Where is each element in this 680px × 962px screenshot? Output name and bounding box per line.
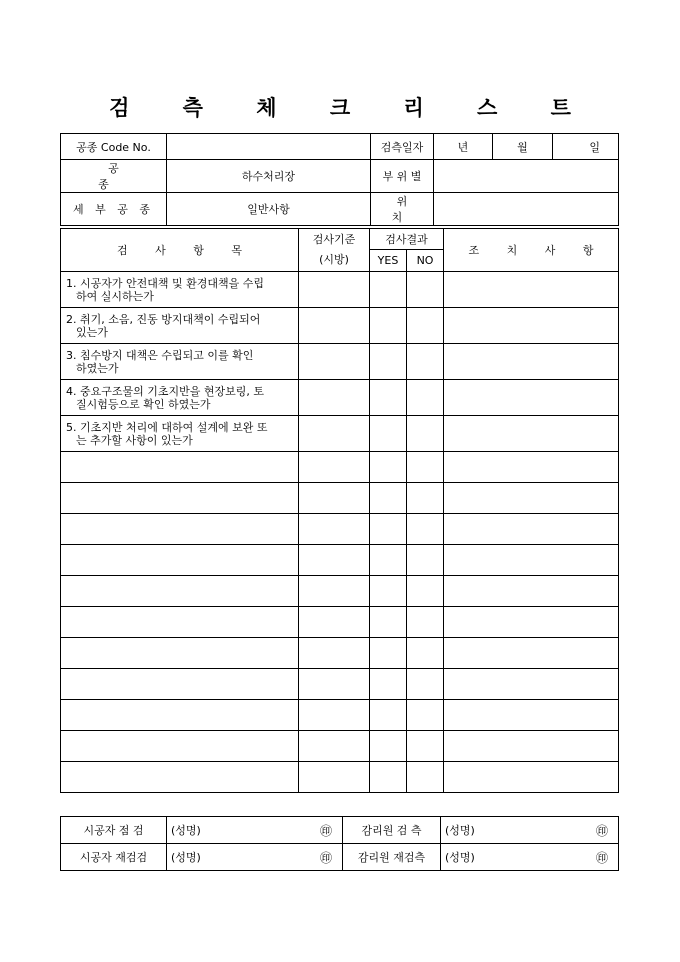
standard-cell[interactable] [299,762,370,793]
checklist-blank-row [61,638,619,669]
contractor-name-field[interactable]: (성명) [167,817,267,844]
standard-cell[interactable] [299,514,370,545]
action-cell[interactable] [444,576,619,607]
no-cell[interactable] [407,576,444,607]
item-cell[interactable] [61,638,299,669]
work-code-value[interactable] [167,134,371,160]
page-title: 검 측 체 크 리 스 트 [109,95,594,120]
supervisor-name-field[interactable]: (성명) [441,817,541,844]
action-cell[interactable] [444,514,619,545]
checklist-row [61,380,619,416]
yes-cell[interactable] [370,545,407,576]
checklist-blank-row [61,700,619,731]
info-row-code [61,134,619,160]
signature-row-inspection [61,817,619,844]
yes-cell[interactable] [370,638,407,669]
checklist-blank-row [61,762,619,793]
seal-mark: ㊞ [267,817,343,844]
checklist-blank-row [61,452,619,483]
check-item-line2: 는 추가할 사항이 있는가 [76,433,193,447]
no-cell[interactable] [407,416,444,452]
item-cell[interactable] [61,607,299,638]
standard-cell[interactable] [299,700,370,731]
check-item-line2: 있는가 [76,325,108,339]
item-cell[interactable] [61,669,299,700]
supervisor-reinspection-label: 감리원 재검측 [343,844,441,871]
standard-cell[interactable] [299,576,370,607]
check-item-line2: 하여 실시하는가 [76,289,154,303]
yes-cell[interactable] [370,576,407,607]
item-cell[interactable] [61,700,299,731]
no-cell[interactable] [407,638,444,669]
work-type-label: 공 종 [61,160,167,193]
standard-header [299,229,370,272]
no-cell[interactable] [407,452,444,483]
checklist-blank-row [61,483,619,514]
no-cell[interactable] [407,272,444,308]
standard-cell[interactable] [299,272,370,308]
contractor-reinspection-name-field[interactable]: (성명) [167,844,267,871]
contractor-reinspection-label: 시공자 재검검 [61,844,167,871]
yes-cell[interactable] [370,483,407,514]
action-cell[interactable] [444,452,619,483]
yes-cell[interactable] [370,607,407,638]
action-cell[interactable] [444,762,619,793]
checklist-blank-row [61,545,619,576]
action-cell[interactable] [444,308,619,344]
action-cell[interactable] [444,416,619,452]
work-type-value[interactable]: 하수처리장 [167,160,371,193]
supervisor-reinspection-name-field[interactable]: (성명) [441,844,541,871]
location-value[interactable] [434,193,619,226]
signature-row-reinspection [61,844,619,871]
no-cell[interactable] [407,607,444,638]
detail-work-value[interactable]: 일반사항 [167,193,371,226]
standard-cell[interactable] [299,380,370,416]
yes-cell[interactable] [370,700,407,731]
action-cell[interactable] [444,344,619,380]
checklist-row [61,416,619,452]
item-cell[interactable] [61,483,299,514]
yes-header: YES [370,250,407,272]
no-cell[interactable] [407,514,444,545]
signature-table [60,816,619,871]
no-cell[interactable] [407,483,444,514]
item-cell[interactable] [61,762,299,793]
standard-cell[interactable] [299,669,370,700]
standard-cell[interactable] [299,416,370,452]
checklist-row [61,344,619,380]
check-item-text [61,308,299,344]
yes-cell[interactable] [370,731,407,762]
work-code-label: 공종 Code No. [61,134,167,160]
action-cell[interactable] [444,545,619,576]
check-item-text [61,416,299,452]
check-item-line2: 질시험등으로 확인 하였는가 [76,397,211,411]
contractor-inspection-label: 시공자 점 검 [61,817,167,844]
action-cell[interactable] [444,638,619,669]
standard-cell[interactable] [299,308,370,344]
no-cell[interactable] [407,545,444,576]
seal-mark: ㊞ [541,844,619,871]
item-cell[interactable] [61,576,299,607]
standard-cell[interactable] [299,452,370,483]
location-label: 위 치 [371,193,434,226]
seal-mark: ㊞ [541,817,619,844]
no-cell[interactable] [407,380,444,416]
item-cell[interactable] [61,452,299,483]
checklist-blank-row [61,669,619,700]
detail-work-label: 세 부 공 종 [61,193,167,226]
part-label: 부 위 별 [371,160,434,193]
checklist-row [61,272,619,308]
no-cell[interactable] [407,700,444,731]
info-row-detail [61,193,619,226]
yes-cell[interactable] [370,344,407,380]
standard-cell[interactable] [299,607,370,638]
yes-cell[interactable] [370,452,407,483]
inspection-item-header: 검 사 항 목 [61,229,299,272]
no-cell[interactable] [407,308,444,344]
date-day[interactable]: 일 [553,134,619,160]
no-cell[interactable] [407,762,444,793]
yes-cell[interactable] [370,762,407,793]
info-row-work-type [61,160,619,193]
no-cell[interactable] [407,731,444,762]
yes-cell[interactable] [370,416,407,452]
check-item-line1: 4. 중요구조물의 기초지반을 현장보링, 토 [66,384,264,398]
action-cell[interactable] [444,607,619,638]
action-cell[interactable] [444,380,619,416]
item-cell[interactable] [61,545,299,576]
standard-header-line1: 검사기준 [312,233,356,246]
date-month[interactable]: 월 [493,134,553,160]
checklist-blank-row [61,731,619,762]
part-value[interactable] [434,160,619,193]
action-header: 조 치 사 항 [444,229,619,272]
checklist-blank-row [61,607,619,638]
standard-header-line2: (시방) [319,253,349,266]
check-item-text [61,380,299,416]
action-cell[interactable] [444,483,619,514]
date-year[interactable]: 년 [434,134,493,160]
standard-cell[interactable] [299,638,370,669]
seal-mark: ㊞ [267,844,343,871]
yes-cell[interactable] [370,380,407,416]
checklist-blank-row [61,514,619,545]
checklist-header-row [61,229,619,250]
check-item-line1: 3. 침수방지 대책은 수립되고 이를 확인 [66,348,254,362]
standard-cell[interactable] [299,344,370,380]
check-item-line1: 5. 기초지반 처리에 대하여 설계에 보완 또 [66,420,268,434]
yes-cell[interactable] [370,669,407,700]
checklist-row [61,308,619,344]
checklist-blank-row [61,576,619,607]
check-item-line1: 1. 시공자가 안전대책 및 환경대책을 수립 [66,276,264,290]
item-cell[interactable] [61,514,299,545]
check-item-text [61,272,299,308]
check-item-text [61,344,299,380]
no-header: NO [407,250,444,272]
action-cell[interactable] [444,700,619,731]
inspection-date-label: 검측일자 [371,134,434,160]
action-cell[interactable] [444,669,619,700]
standard-cell[interactable] [299,483,370,514]
checklist-table [60,228,619,793]
check-item-line2: 하였는가 [76,361,119,375]
yes-cell[interactable] [370,514,407,545]
action-cell[interactable] [444,731,619,762]
standard-cell[interactable] [299,545,370,576]
supervisor-inspection-label: 감리원 검 측 [343,817,441,844]
item-cell[interactable] [61,731,299,762]
info-table [60,133,619,226]
no-cell[interactable] [407,669,444,700]
result-header: 검사결과 [370,229,444,250]
no-cell[interactable] [407,344,444,380]
action-cell[interactable] [444,272,619,308]
yes-cell[interactable] [370,308,407,344]
check-item-line1: 2. 취기, 소음, 진동 방지대책이 수립되어 [66,312,261,326]
standard-cell[interactable] [299,731,370,762]
yes-cell[interactable] [370,272,407,308]
